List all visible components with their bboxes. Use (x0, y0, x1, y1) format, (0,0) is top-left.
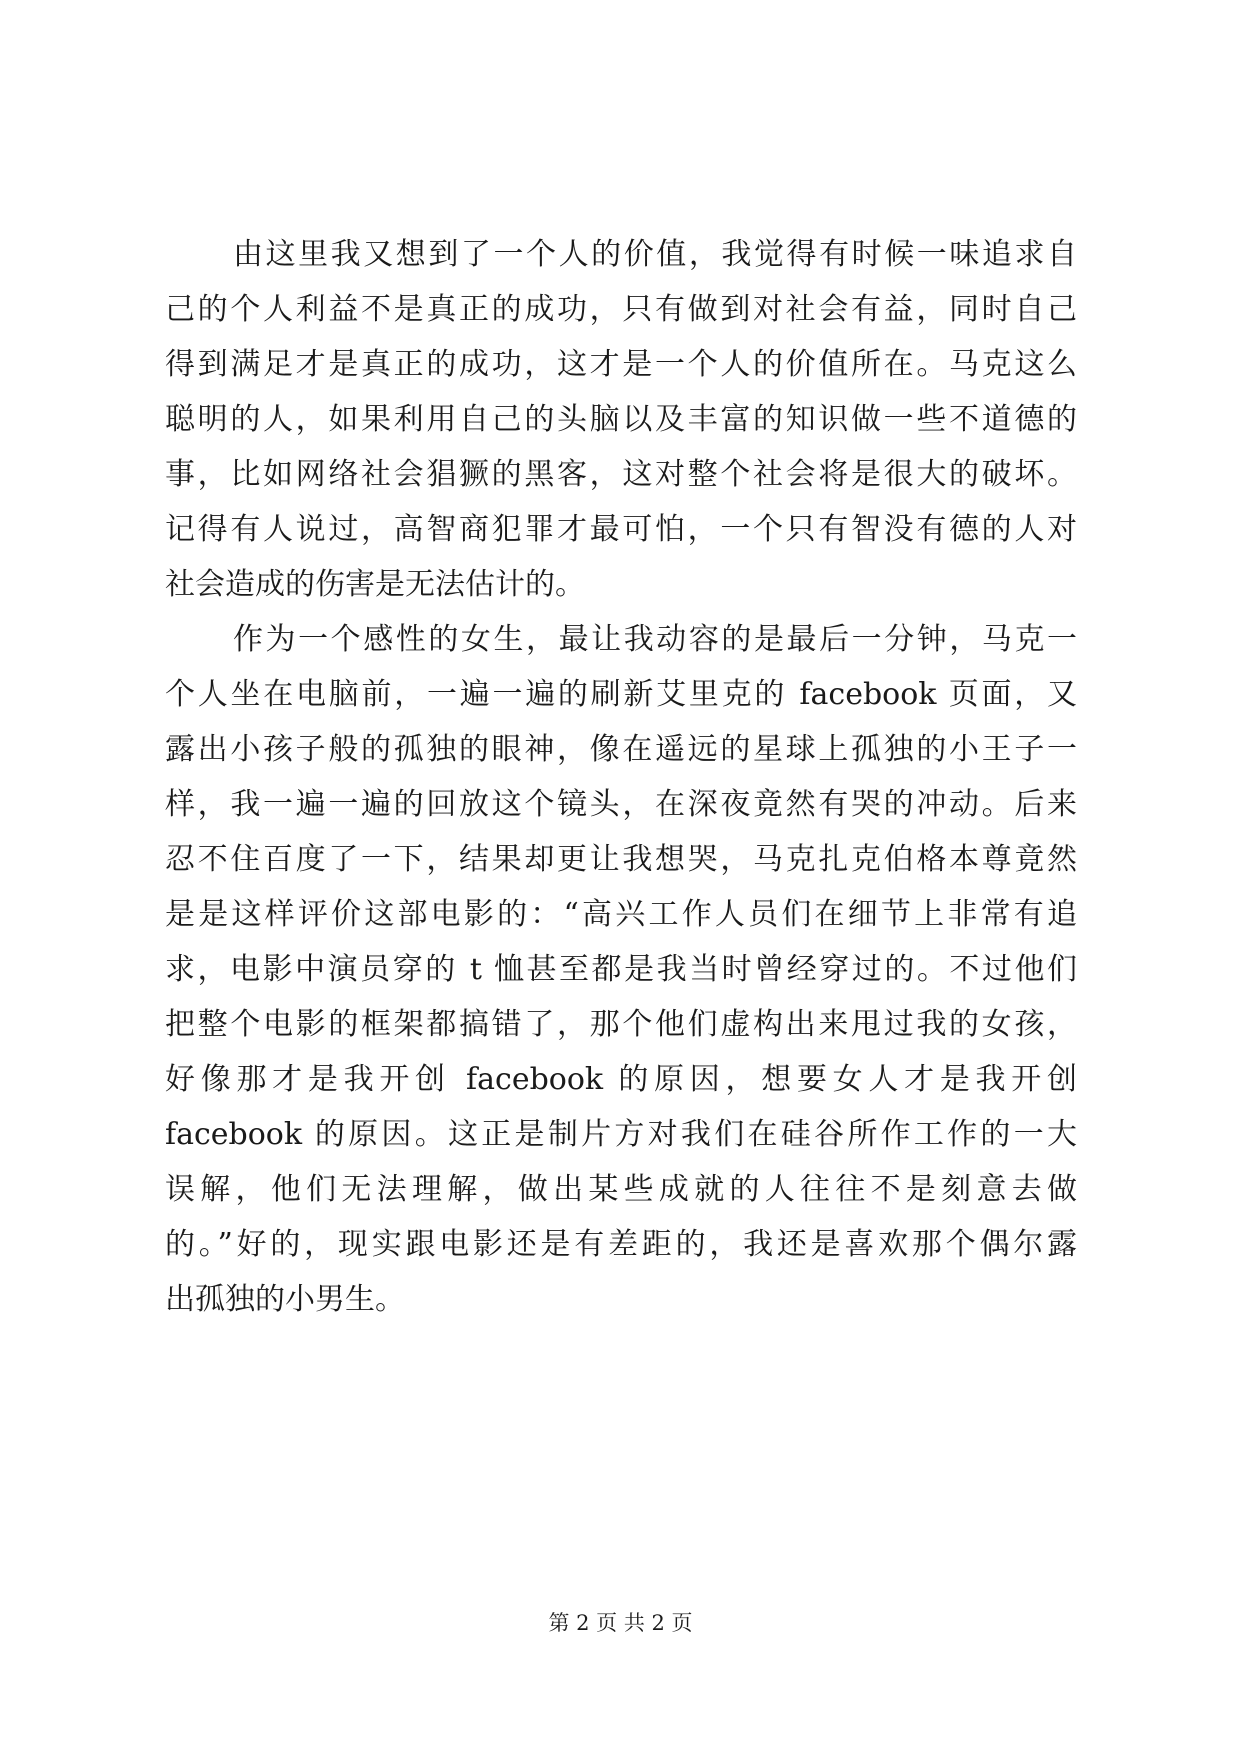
text-line: 好像那才是我开创 facebook 的原因，想要女人才是我开创 (165, 1062, 1077, 1097)
text-line: 求，电影中演员穿的 t 恤甚至都是我当时曾经穿过的。不过他们 (165, 952, 1077, 987)
text-line: facebook 的原因。这正是制片方对我们在硅谷所作工作的一大 (165, 1117, 1077, 1152)
text-line: 露出小孩子般的孤独的眼神，像在遥远的星球上孤独的小王子一 (165, 732, 1077, 767)
text-line: 己的个人利益不是真正的成功，只有做到对社会有益，同时自己 (165, 292, 1077, 327)
text-line: 记得有人说过，高智商犯罪才最可怕，一个只有智没有德的人对 (165, 512, 1077, 547)
text-line: 事，比如网络社会猖獗的黑客，这对整个社会将是很大的破坏。 (165, 457, 1077, 492)
text-line: 个人坐在电脑前，一遍一遍的刷新艾里克的 facebook 页面，又 (165, 677, 1077, 712)
text-line: 把整个电影的框架都搞错了，那个他们虚构出来甩过我的女孩， (165, 1007, 1077, 1042)
text-line: 忍不住百度了一下，结果却更让我想哭，马克扎克伯格本尊竟然 (165, 842, 1077, 877)
text-line: 是是这样评价这部电影的：“高兴工作人员们在细节上非常有追 (165, 897, 1077, 932)
text-line: 作为一个感性的女生，最让我动容的是最后一分钟，马克一 (233, 622, 1077, 657)
paragraph-2 (165, 612, 1077, 1327)
body-text (165, 227, 1077, 1327)
text-line: 得到满足才是真正的成功，这才是一个人的价值所在。马克这么 (165, 347, 1077, 382)
text-line: 聪明的人，如果利用自己的头脑以及丰富的知识做一些不道德的 (165, 402, 1077, 437)
text-line: 由这里我又想到了一个人的价值，我觉得有时候一味追求自 (233, 237, 1077, 272)
paragraph-1 (165, 227, 1077, 612)
text-line: 误解，他们无法理解，做出某些成就的人往往不是刻意去做 (165, 1172, 1077, 1207)
text-line: 的。”好的，现实跟电影还是有差距的，我还是喜欢那个偶尔露 (165, 1227, 1077, 1262)
text-line: 样，我一遍一遍的回放这个镜头，在深夜竟然有哭的冲动。后来 (165, 787, 1077, 822)
text-line: 社会造成的伤害是无法估计的。 (165, 567, 585, 602)
text-line: 出孤独的小男生。 (165, 1282, 405, 1317)
page-number-footer: 第 2 页 共 2 页 (548, 1611, 693, 1635)
